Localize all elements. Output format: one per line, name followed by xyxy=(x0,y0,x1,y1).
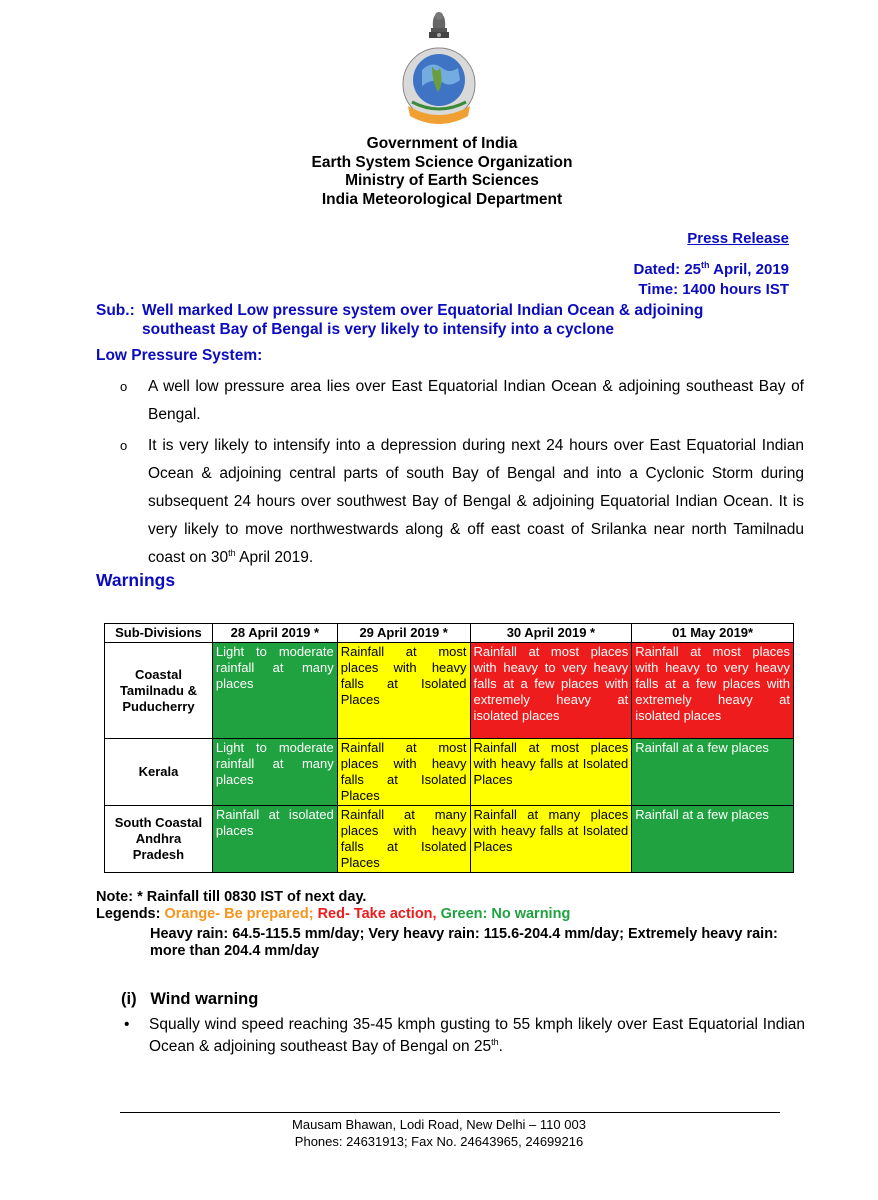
bullet-marker: • xyxy=(124,1016,130,1033)
warning-cell: Rainfall at a few places xyxy=(632,806,794,873)
warning-cell: Rainfall at most places with heavy to very heavy falls at a few places with extremely heavy at isolated places xyxy=(632,643,794,739)
list-item: o A well low pressure area lies over East Equatorial Indian Ocean & adjoining southeast Bay of Bengal. xyxy=(120,373,804,429)
column-header: 28 April 2019 * xyxy=(212,624,337,643)
legend-red: Red- Take action, xyxy=(317,906,441,922)
subject-label: Sub.: xyxy=(96,302,135,319)
warnings-heading: Warnings xyxy=(96,570,176,590)
subdivision-cell: Coastal Tamilnadu & Puducherry xyxy=(105,643,213,739)
footer-address: Mausam Bhawan, Lodi Road, New Delhi – 110 003 xyxy=(292,1117,586,1132)
bullet-marker: o xyxy=(120,379,128,394)
table-row xyxy=(105,643,794,739)
header-line-department: India Meteorological Department xyxy=(321,190,563,208)
subject-line-2: southeast Bay of Bengal is very likely to intensify into a cyclone xyxy=(142,321,615,338)
organization-header xyxy=(0,135,878,209)
footer xyxy=(0,1116,878,1150)
table-row xyxy=(105,739,794,806)
low-pressure-list xyxy=(120,373,804,572)
ministry-emblem-icon xyxy=(402,8,476,130)
warning-cell: Rainfall at a few places xyxy=(632,739,794,806)
column-header: 01 May 2019* xyxy=(632,624,794,643)
header-line-organization: Earth System Science Organization xyxy=(311,153,573,171)
low-pressure-heading: Low Pressure System: xyxy=(96,347,263,364)
legends-label: Legends: xyxy=(96,906,165,922)
warning-cell: Rainfall at most places with heavy falls at Isolated Places xyxy=(470,739,632,806)
warning-cell: Light to moderate rainfall at many places xyxy=(212,739,337,806)
warning-cell: Rainfall at many places with heavy falls at Isolated Places xyxy=(470,806,632,873)
legends xyxy=(96,906,570,923)
list-item: o It is very likely to intensify into a depression during next 24 hours over East Equatorial Indian Ocean & adjoining central parts of south Bay of Bengal and into a Cyclonic Storm during subsequent 24 hours over southwest Bay of Bengal & adjoining Equatorial Indian Ocean. It is very likely to move northwestwards along & off east coast of Srilanka near north Tamilnadu coast on 30th April 2019. xyxy=(120,432,804,572)
table-header-row xyxy=(105,624,794,643)
list-item: • Squally wind speed reaching 35-45 kmph gusting to 55 kmph likely over East Equatorial Indian Ocean & adjoining southeast Bay of Bengal on 25th. xyxy=(124,1016,805,1055)
notes-block xyxy=(96,889,570,923)
warnings-table xyxy=(104,623,794,873)
rain-definitions: Heavy rain: 64.5-115.5 mm/day; Very heavy rain: 115.6-204.4 mm/day; Extremely heavy rain: more than 204.4 mm/day xyxy=(150,926,778,959)
bullet-marker: o xyxy=(120,438,128,453)
footer-divider xyxy=(120,1112,780,1113)
header-line-ministry: Ministry of Earth Sciences xyxy=(345,172,539,189)
release-time: Time: 1400 hours IST xyxy=(638,281,789,298)
table-row xyxy=(105,806,794,873)
subject-line-1: Well marked Low pressure system over Equatorial Indian Ocean & adjoining xyxy=(142,302,704,319)
warning-cell: Rainfall at most places with heavy falls at Isolated Places xyxy=(337,643,470,739)
warning-cell: Rainfall at isolated places xyxy=(212,806,337,873)
press-release-title: Press Release xyxy=(687,230,789,247)
warning-cell: Rainfall at most places with heavy falls at Isolated Places xyxy=(337,739,470,806)
subdivision-cell: Kerala xyxy=(105,739,213,806)
column-header: Sub-Divisions xyxy=(105,624,213,643)
wind-warning-heading: (i) Wind warning xyxy=(121,990,259,1008)
warning-cell: Rainfall at many places with heavy falls at Isolated Places xyxy=(337,806,470,873)
column-header: 29 April 2019 * xyxy=(337,624,470,643)
wind-warning-list xyxy=(121,1014,805,1058)
header-line-government: Government of India xyxy=(366,135,518,152)
press-release-info xyxy=(633,229,789,300)
legend-orange: Orange- Be prepared; xyxy=(164,906,318,922)
subject xyxy=(96,301,803,339)
subdivision-cell: South Coastal Andhra Pradesh xyxy=(105,806,213,873)
warning-cell: Light to moderate rainfall at many places xyxy=(212,643,337,739)
warning-cell: Rainfall at most places with heavy to very heavy falls at a few places with extremely heavy at isolated places xyxy=(470,643,632,739)
legend-green: Green: No warning xyxy=(440,906,571,922)
footer-phones: Phones: 24631913; Fax No. 24643965, 24699216 xyxy=(294,1134,584,1149)
release-date: Dated: 25th April, 2019 xyxy=(633,260,789,278)
column-header: 30 April 2019 * xyxy=(470,624,632,643)
rainfall-note: Note: * Rainfall till 0830 IST of next day. xyxy=(96,889,367,905)
